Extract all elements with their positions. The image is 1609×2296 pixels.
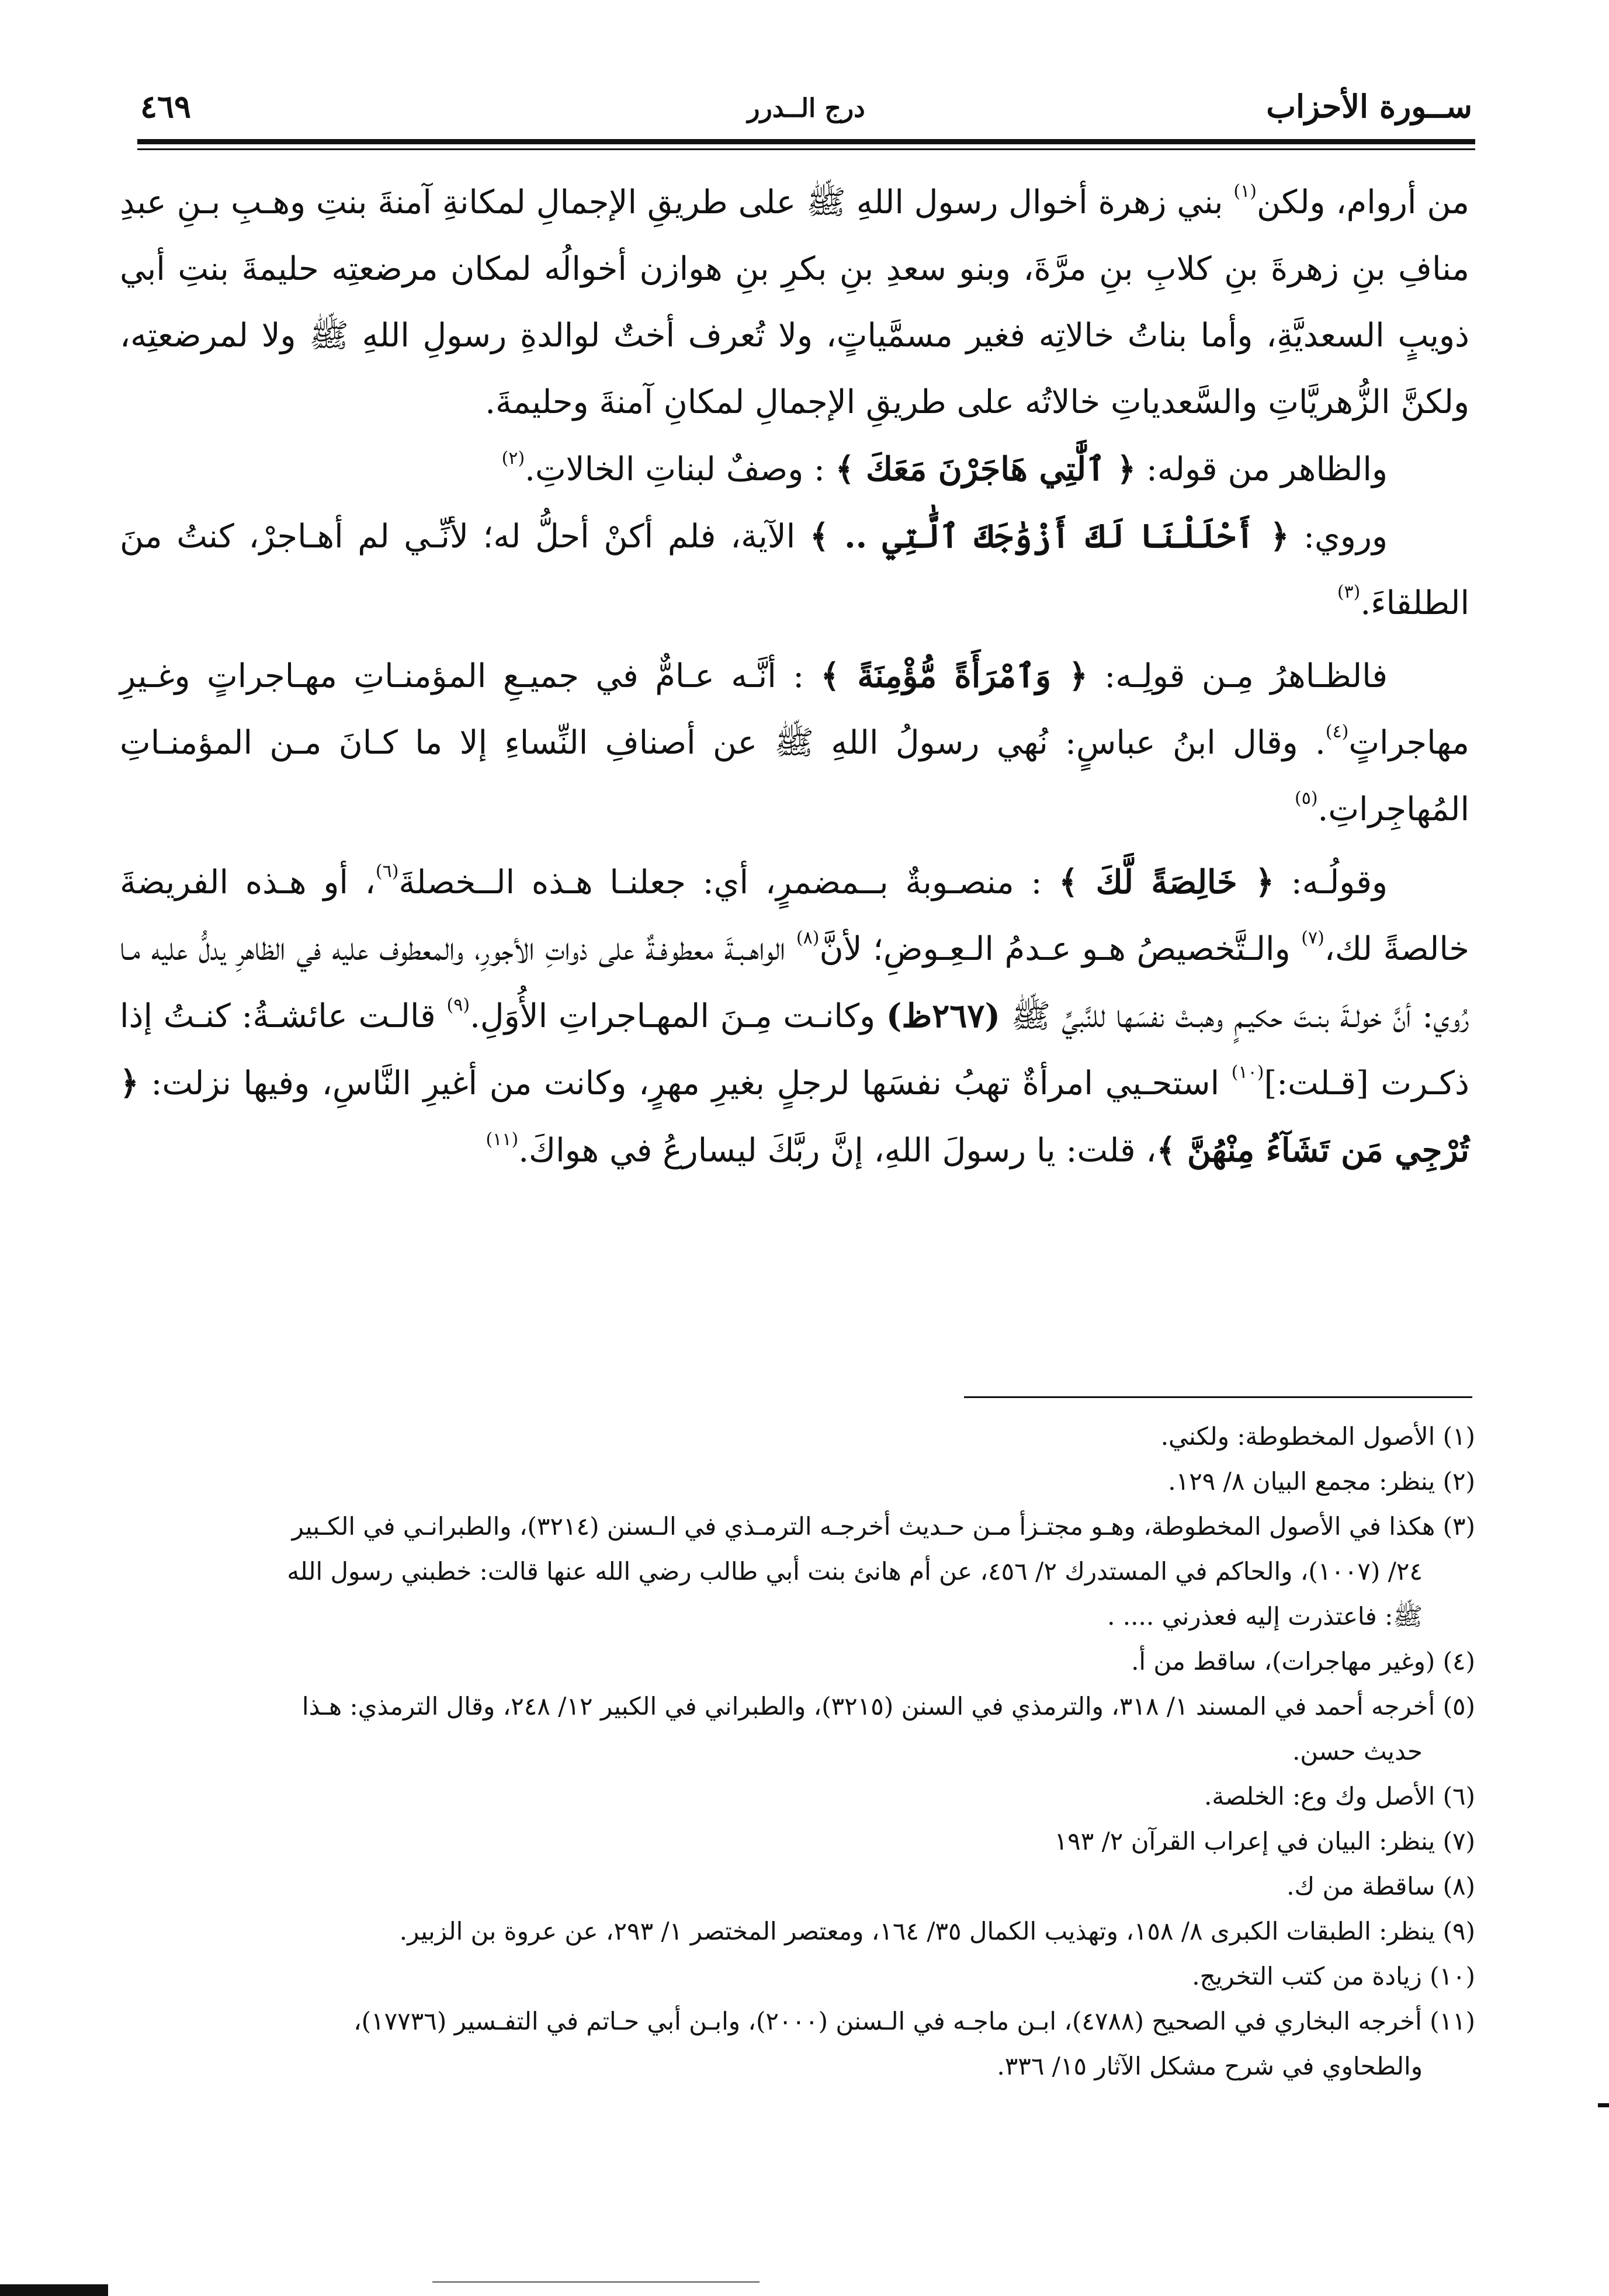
header-rule-thick xyxy=(137,139,1475,144)
main-text xyxy=(120,169,1469,1332)
footnote-ref: (٩) xyxy=(446,995,470,1015)
footnote-ref: (١) xyxy=(1233,181,1257,202)
page-number: ٤٦٩ xyxy=(140,88,192,125)
footnote-separator xyxy=(964,1396,1472,1398)
quran-verse: ﴿ وَٱمْرَأَةً مُّؤْمِنَةً ﴾ xyxy=(820,657,1088,695)
paragraph-4: فالظـاهرُ مِـن قولِـه: ﴿ وَٱمْرَأَةً مُّؤْمِنَةً ﴾ : أنَّـه عـامٌّ في جميـعِ المؤمنـاتِ مهـاجراتٍ وغـيرِ مهاجراتٍ$^{(٤)}$. وقال ابنُ عباسٍ: نُهي رسولُ اللهِ ﷺ عن أصنافِ النِّساءِ إلا ما كـانَ مـن المؤمنـاتِ المُهاجِراتِ.$^{(٥)}$ xyxy=(120,657,1469,828)
footnote-1: (١) الأصول المخطوطة: ولكني. xyxy=(1160,1422,1475,1451)
scan-bottom-line xyxy=(432,2281,760,2283)
footnote-8: (٨) ساقطة من ك. xyxy=(1286,1872,1475,1900)
footnote-ref: (١١) xyxy=(486,1129,519,1150)
footnote-7: (٧) ينظر: البيان في إعراب القرآن ٢/ ١٩٣ xyxy=(1054,1827,1475,1855)
footnotes xyxy=(120,1414,1475,2220)
footnote-ref: (٦) xyxy=(375,861,399,882)
page-header xyxy=(140,88,1472,134)
book-title: درج الــدرر xyxy=(747,93,865,123)
paragraph-1: من أروام، ولكن$^{(١)}$ بني زهرة أخوال رسول اللهِ ﷺ على طريقِ الإجمالِ لمكانةِ آمنةَ بنتِ وهـبِ بـنِ عبدِ منافِ بنِ زهرةَ بنِ كلابِ بنِ مرَّةَ، وبنو سعدِ بنِ بكرِ بنِ هوازن أخوالُه لمكان مرضعتِه حليمةَ بنتِ أبي ذويبٍ السعديَّةِ، وأما بناتُ خالاتِه فغير مسمَّياتٍ، ولا تُعرف أختٌ لوالدةِ رسولِ اللهِ ﷺ ولا لمرضعتِه، ولكنَّ الزُّهريَّاتِ والسَّعدياتِ خالاتُه على طريقِ الإجمالِ لمكانِ آمنةَ وحليمةَ. xyxy=(120,181,1470,421)
footnote-10: (١٠) زيادة من كتب التخريج. xyxy=(1192,1962,1475,1990)
footnote-ref: (٣) xyxy=(1337,582,1361,602)
footnote-ref: (٤) xyxy=(1325,722,1349,742)
footnote-ref: (٥) xyxy=(1294,788,1318,809)
quran-verse: ﴿ خَالِصَةً لَّكَ ﴾ xyxy=(1059,863,1275,901)
header-rule-thin xyxy=(137,148,1475,150)
footnote-2: (٢) ينظر: مجمع البيان ٨/ ١٢٩. xyxy=(1168,1467,1475,1496)
footnote-ref: (١٠) xyxy=(1231,1062,1264,1083)
scan-bottom-bar xyxy=(0,2284,108,2296)
quran-verse: ﴿ ٱلَّٰتِي هَاجَرْنَ مَعَكَ ﴾ xyxy=(835,450,1136,488)
footnote-6: (٦) الأصل وك وع: الخلصة. xyxy=(1204,1782,1475,1811)
footnote-5-line-2: حديث حسن. xyxy=(1292,1737,1423,1766)
footnote-9: (٩) ينظر: الطبقات الكبرى ٨/ ١٥٨، وتهذيب الكمال ٣٥/ ١٦٤، ومعتصر المختصر ١/ ٢٩٣، عن عروة بن الزبير. xyxy=(399,1917,1475,1945)
paragraph-2: والظاهر من قوله: ﴿ ٱلَّٰتِي هَاجَرْنَ مَعَكَ ﴾ : وصفٌ لبناتِ الخالاتِ.$^{(٢)}$ xyxy=(501,448,1388,488)
quran-verse: ﴿ أَحْلَلْنَا لَكَ أَزْوَٰجَكَ ٱلَّٰتِي .. ﴾ xyxy=(809,517,1289,556)
footnote-ref: (٢) xyxy=(501,448,525,469)
quran-verse: ﴿ تُرْجِي مَن تَشَآءُ مِنْهُنَّ ﴾ xyxy=(120,1064,1469,1170)
footnote-11-line-2: والطحاوي في شرح مشكل الآثار ١٥/ ٣٣٦. xyxy=(997,2052,1423,2080)
scan-edge-mark xyxy=(1598,2103,1609,2107)
paragraph-3: وروي: ﴿ أَحْلَلْنَا لَكَ أَزْوَٰجَكَ ٱلَّٰتِي .. ﴾ الآية، فلم أكنْ أحلُّ له؛ لأنِّـي لم أهـاجرْ، كنتُ منَ الطلقاءَ.$^{(٣)}$ xyxy=(120,517,1469,622)
footnote-ref: (٨) xyxy=(796,928,820,948)
footnote-11: (١١) أخرجه البخاري في الصحيح (٤٧٨٨)، ابـن ماجـه في الـسنن (٢٠٠٠)، وابـن أبي حـاتم في التفـسير (١٧٧٣٦)، xyxy=(353,2007,1475,2035)
surah-title: ســورة الأحزاب xyxy=(1266,88,1472,125)
footnote-4: (٤) (وغير مهاجرات)، ساقط من أ. xyxy=(1131,1647,1475,1676)
footnote-3-line-2: ٢٤/ (١٠٠٧)، والحاكم في المستدرك ٢/ ٤٥٦، عن أم هانئ بنت أبي طالب رضي الله عنها قالت: خطبني رسول الله xyxy=(287,1557,1423,1586)
footnote-5: (٥) أخرجه أحمد في المسند ١/ ٣١٨، والترمذي في السنن (٣٢١٥)، والطبراني في الكبير ١٢/ ٢٤٨، وقال الترمذي: هـذا xyxy=(301,1692,1475,1721)
footnote-3-line-3: ﷺ: فاعتذرت إليه فعذرني .... . xyxy=(1107,1602,1423,1631)
footnote-3: (٣) هكذا في الأصول المخطوطة، وهـو مجتـزأ مـن حـديث أخرجـه الترمـذي في الـسنن (٣٢١٤)، والطبرانـي في الكـبير xyxy=(292,1512,1475,1541)
manuscript-folio-ref: (٢٦٧ظ) xyxy=(886,997,1000,1035)
footnote-ref: (٧) xyxy=(1301,928,1324,948)
paragraph-5: وقولُـه: ﴿ خَالِصَةً لَّكَ ﴾ : منصـوبةٌ بــمضمرٍ، أي: جعلنـا هـذه الــخصلةَ$^{(٦)}$، أو هـذه الفريضةَ خالصةً لك،$^{(٧)}$ والـتَّخصيصُ هـو عـدمُ الـعِـوضِ؛ لأنَّ$^{(٨)}$ الواهـبـةَ معطوفـةٌ على ذواتِ الأجورِ، والمعطوف عليه في الظاهرِ يدلُّ عليه مـا رُوي: أنَّ خولـةَ بنـتَ حكيـمٍ وهبـتْ نفسَها للنَّبيِّ ﷺ (٢٦٧ظ) وكانـت مِـنَ المهـاجراتِ الأُوَلِ.$^{(٩)}$ قالـت عائشـةُ: كنـتُ إذا ذكـرت [قـلت:]$^{(١٠)}$ استحـيي امرأةٌ تهبُ نفسَها لرجلٍ بغيرِ مهرٍ، وكانت من أغيرِ النَّاسِ، وفيها نزلت: ﴿ تُرْجِي مَن تَشَآءُ مِنْهُنَّ ﴾، قلت: يا رسولَ اللهِ، إنَّ ربَّكَ ليسارعُ في هواكَ.$^{(١١)}$ xyxy=(120,861,1470,1170)
